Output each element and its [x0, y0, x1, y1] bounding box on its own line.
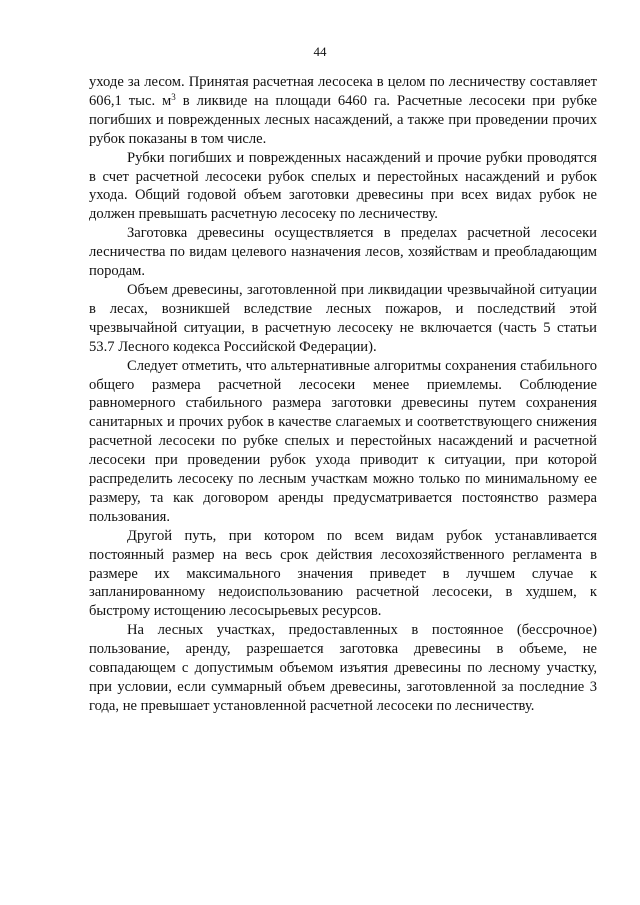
paragraph-1 — [89, 73, 597, 149]
body-text — [89, 73, 597, 716]
paragraph-1-text-cont: в ликвиде на площади 6460 га. Расчетные лесосеки при рубке погибших и поврежденных лесных насаждений, а также при проведении прочих рубок показаны в том числе. — [89, 92, 597, 147]
paragraph-4: Объем древесины, заготовленной при ликвидации чрезвычайной ситуации в лесах, возникшей вследствие лесных пожаров, и последствий этой чрезвычайной ситуации, в расчетную лесосеку не включается (часть 5 статьи 53.7 Лесного кодекса Российской Федерации). — [89, 281, 597, 355]
paragraph-2: Рубки погибших и поврежденных насаждений и прочие рубки проводятся в счет расчетной лесосеки рубок спелых и перестойных насаждений и рубок ухода. Общий годовой объем заготовки древесины при всех видах рубок не должен превышать расчетную лесосеку по лесничеству. — [89, 149, 597, 223]
paragraph-6: Другой путь, при котором по всем видам рубок устанавливается постоянный размер на весь срок действия лесохозяйственного регламента в размере их максимального значения приведет в лучшем случае к запланированному недоиспользованию расчетной лесосеки, в худшем, к быстрому истощению лесосырьевых ресурсов. — [89, 527, 597, 620]
paragraph-5: Следует отметить, что альтернативные алгоритмы сохранения стабильного общего размера расчетной лесосеки менее приемлемы. Соблюдение равномерного стабильного размера заготовки древесины путем сохранения санитарных и прочих рубок в качестве слагаемых и соответствующего снижения расчетной лесосеки по рубке спелых и перестойных насаждений и расчетной лесосеки при проведении рубок ухода приводит к ситуации, при которой распределить лесосеку по лесным участкам можно только по минимальному ее размеру, та как договором аренды предусматривается постоянство размера пользования. — [89, 357, 597, 525]
page-number: 44 — [313, 44, 327, 59]
paragraph-1-text: уходе за лесом. Принятая расчетная лесосека в целом по лесничеству составляет 606,1 тыс. м — [89, 74, 597, 109]
paragraph-3: Заготовка древесины осуществляется в пределах расчетной лесосеки лесничества по видам целевого назначения лесов, хозяйствам и преобладающим породам. — [89, 225, 597, 280]
paragraph-7: На лесных участках, предоставленных в постоянное (бессрочное) пользование, аренду, разрешается заготовка древесины в объеме, не совпадающем с допустимым объемом изъятия древесины по лесному участку, при условии, если суммарный объем древесины, заготовленной за последние 3 года, не превышает установленной расчетной лесосеки по лесничеству. — [89, 622, 597, 714]
cubic-superscript: 3 — [171, 91, 176, 102]
